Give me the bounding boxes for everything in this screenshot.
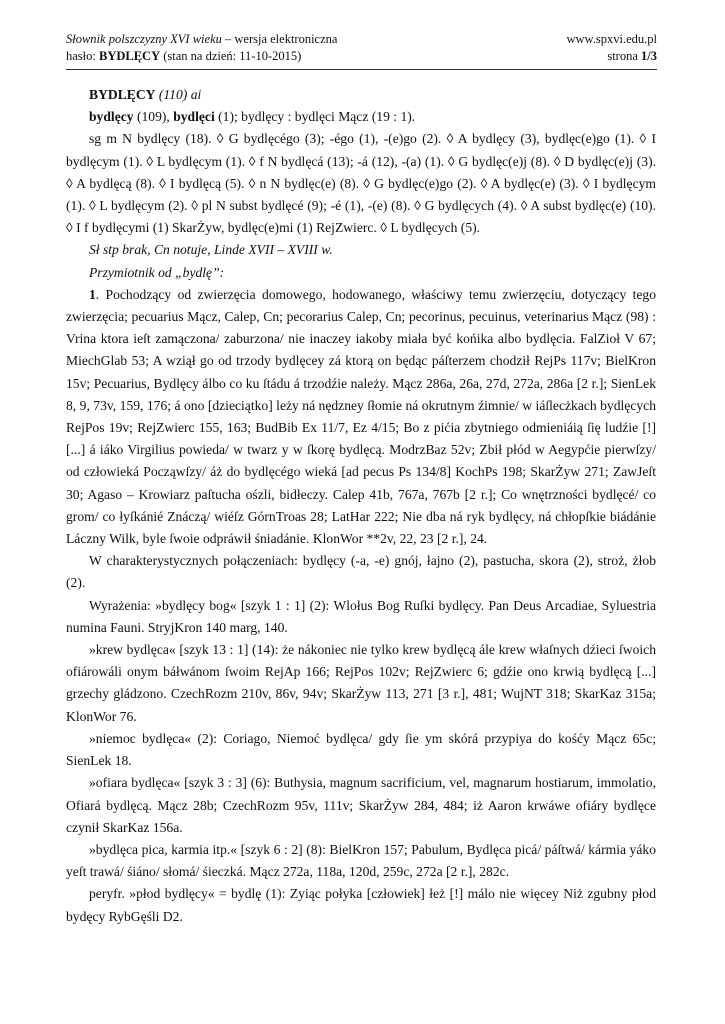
expression-ofiara: »ofiara bydlęca« [szyk 3 : 3] (6): Buthysia, magnum sacrificium, vel, magnarum hostiarum, immolatio, Ofiará bydlęcą. Mącz 28b; CzechRozm 95v, 111v; SkarŻyw 284, 484; iż Aaron krwáwe ofiáry bydlęce czynił SkarKaz 156a. — [66, 775, 656, 835]
sense-number: 1 — [89, 286, 96, 302]
headword-count: (110) ai — [155, 87, 202, 102]
expression-krew: »krew bydlęca« [szyk 13 : 1] (14): że nákoniec nie tylko krew bydlęcą ále krew właſnych dźieci ſwoich ofiárowáli onym báłwánom ſwoim RejAp 166; RejPos 102v; RejZwierc 6; gdźie ono krwią bydlęcą [...] grzechy gládzono. CzechRozm 210v, 86v, 94v; SkarŻyw 113, 271 [3 r.], 481; WujNT 318; SkarKaz 315a; KlonWor 76. — [66, 642, 656, 724]
expression-niemoc: »niemoc bydlęca« (2): Coriago, Niemoć bydlęca/ gdy ſie ym skórá przypiya do kośćy Mącz 65c; SienLek 18. — [66, 730, 656, 769]
entry-body — [66, 84, 656, 928]
derivation-note: Przymiotnik od „bydlę”: — [89, 264, 225, 280]
entry-status: hasło: BYDLĘCY (stan na dzień: 11-10-2015) — [66, 49, 302, 63]
headword-line — [89, 84, 656, 106]
sense-1 — [66, 284, 656, 550]
expression-plod: peryfr. »płod bydlęcy« = bydlę (1): Zyiąc połyka [człowiek] łeż [!] málo nie więcey Niż zgubny płod bydęcy RybGęśli D2. — [66, 886, 656, 924]
site-url[interactable]: www.spxvi.edu.pl — [566, 32, 657, 46]
sources-note: Sł stp brak, Cn notuje, Linde XVII – XVIII w. — [89, 242, 333, 258]
dictionary-title: Słownik polszczyzny XVI wieku – wersja elektroniczna — [66, 32, 338, 46]
sense-definition: . Pochodzący od zwierzęcia domowego, hodowanego, właściwy temu zwierzęciu, dotyczący tego zwierzęcia; pecuarius Mącz, Calep, Cn; pecorarius Calep, Cn; pecorinus, pecuinus, veterinarius Mącz (98) : Vrina ktora ieſt zamączona/ zaburzona/ nie inaczey iakoby miała być końika albo bydlęcia. FalZioł V 67; MiechGlab 53; A wziął go od trzody bydlęcey zá ktorą on będąc páſterzem chodził RejPs 117v; BielKron 15v; Pecuarius, Bydlęcy álbo co ku ſtádu á trzodźie należy. Mącz 286a, 26a, 27d, 272a, 286a [2 r.]; SienLek 8, 9, 73v, 159, 176; á ono [dzieciątko] leży ná nędzney ſłomie ná okrutnym źimnie/ w iáſlecżkach bydlęcych RejPos 19v; RejZwierc 155, 163; BudBib Ex 11/7, Ez 4/15; Bo z pićia zbytniego odmieniáią ſię ludźie [!] [...] á iáko Virgilius powieda/ w twarz y w ſkorę bydlęcą. ModrzBaz 52v; Zbił płód w Aegypćie pierwſzy/ od człowieká Począwſzy/ áż do bydlęcégo wieká [ad pecus Ps 134/8] KochPs 198; SkarŻyw 271; ZawJeſt 30; Agaso – Krowiarz paſtucha ośzli, bidłeczy. Calep 41b, 767a, 767b [2 r.]; Co wnętrzności bydlęcé/ co grom/ co łyſkánié Znáczą/ wiéſz GórnTroas 28; LatHar 222; Nie dba ná ryk bydlęcy, ná chłopſkie biádánie Láczny Wilk, byle ſwoie odpráwił śniadánie. KlonWor **2v, 22, 23 [2 r.], 24. — [66, 286, 656, 547]
headword: BYDLĘCY — [89, 87, 156, 102]
collocations-paragraph: W charakterystycznych połączeniach: bydlęcy (-a, -e) gnój, łajno (2), pastucha, skora (2), stroż, żłob (2). — [66, 553, 656, 591]
page-header — [66, 31, 657, 70]
forms-line: bydlęcy (109), bydlęci (1); bydlęcy : bydlęci Mącz (19 : 1). — [89, 109, 416, 125]
expression-bog: Wyrażenia: »bydlęcy bog« [szyk 1 : 1] (2): Wlołus Bog Ruſki bydlęcy. Pan Deus Arcadiae, Syluestria numina Fauni. StryjKron 140 marg, 140. — [66, 597, 656, 635]
grammar-paragraph: sg m N bydlęcy (18). ◊ G bydlęcégo (3); -égo (1), -(e)go (2). ◊ A bydlęcy (3), bydlęc(e)go (1). ◊ I bydlęcym (1). ◊ L bydlęcym (1). ◊ f N bydlęcá (13); -á (12), -(a) (1). ◊ G bydlęc(e)j (8). ◊ D bydlęc(e)j (3). ◊ A bydlęcą (8). ◊ I bydlęcą (5). ◊ n N bydlęc(e) (8). ◊ G bydlęc(e)go (2). ◊ A bydlęc(e) (3). ◊ I bydlęcym (1). ◊ L bydlęcym (2). ◊ pl N subst bydlęcé (9); -é (1), -(e) (8). ◊ G bydlęcych (4). ◊ A subst bydlęc(e) (10). ◊ I f bydlęcymi (1) SkarŻyw, bydlęc(e)mi (1) RejZwierc. ◊ L bydlęcych (5). — [66, 131, 656, 236]
expression-pica: »bydlęca pica, karmia itp.« [szyk 6 : 2] (8): BielKron 157; Pabulum, Bydlęca picá/ páſtwá/ kármia yáko yeſt trawá/ śiáno/ słomá/ śieczká. Mącz 272a, 118a, 120d, 259c, 272a [2 r.], 282c. — [66, 841, 656, 880]
header-divider — [66, 69, 657, 70]
page-number: strona 1/3 — [607, 49, 657, 63]
